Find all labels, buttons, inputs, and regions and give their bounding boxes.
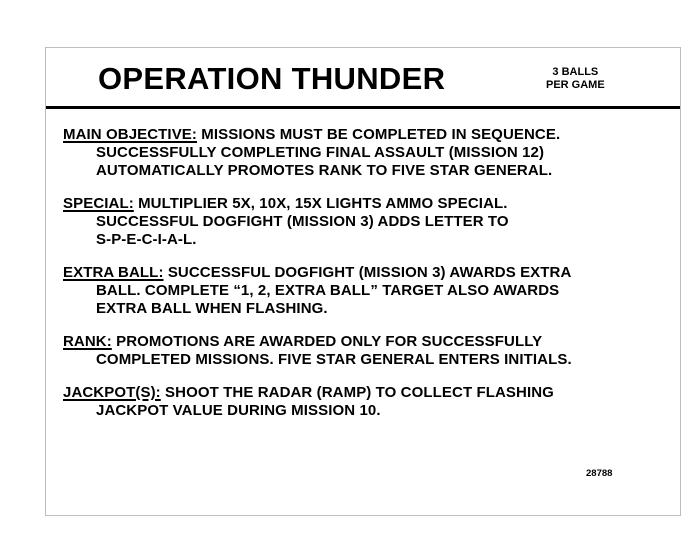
rule-line — [63, 384, 673, 402]
rule-text: SUCCESSFUL DOGFIGHT (MISSION 3) AWARDS EXTRA — [163, 264, 572, 281]
rule-line: SUCCESSFUL DOGFIGHT (MISSION 3) ADDS LETTER TO — [96, 213, 509, 230]
part-number: 28788 — [586, 468, 613, 479]
header-divider — [46, 106, 680, 109]
rule-text: SHOOT THE RADAR (RAMP) TO COLLECT FLASHING — [160, 384, 554, 401]
rule-line: EXTRA BALL WHEN FLASHING. — [96, 300, 328, 317]
per-game-label: PER GAME — [546, 79, 605, 91]
rule-jackpots — [63, 384, 673, 420]
rule-label: EXTRA BALL: — [63, 264, 164, 281]
rule-line — [63, 264, 673, 282]
rule-special — [63, 195, 673, 249]
rule-line: SUCCESSFULLY COMPLETING FINAL ASSAULT (MISSION 12) — [96, 144, 545, 161]
rule-label: MAIN OBJECTIVE: — [63, 126, 198, 143]
card-title: OPERATION THUNDER — [98, 61, 446, 96]
balls-count: 3 BALLS — [552, 66, 599, 78]
rule-line: AUTOMATICALLY PROMOTES RANK TO FIVE STAR GENERAL. — [96, 162, 553, 179]
rules-list — [63, 126, 673, 435]
rule-line: S-P-E-C-I-A-L. — [96, 231, 197, 248]
rule-extra-ball — [63, 264, 673, 318]
rule-line — [63, 195, 673, 213]
rule-line: COMPLETED MISSIONS. FIVE STAR GENERAL ENTERS INITIALS. — [96, 351, 572, 368]
rule-label: RANK: — [63, 333, 112, 350]
rule-label: JACKPOT(S): — [63, 384, 161, 401]
rule-text: PROMOTIONS ARE AWARDED ONLY FOR SUCCESSFULLY — [111, 333, 543, 350]
rule-line — [63, 333, 673, 351]
rule-text: MISSIONS MUST BE COMPLETED IN SEQUENCE. — [197, 126, 561, 143]
instruction-card — [45, 47, 681, 516]
rule-rank — [63, 333, 673, 369]
balls-per-game — [546, 66, 605, 92]
rule-main-objective — [63, 126, 673, 180]
rule-text: MULTIPLIER 5X, 10X, 15X LIGHTS AMMO SPECIAL. — [133, 195, 508, 212]
rule-line: BALL. COMPLETE “1, 2, EXTRA BALL” TARGET ALSO AWARDS — [96, 282, 560, 299]
rule-line: JACKPOT VALUE DURING MISSION 10. — [96, 402, 381, 419]
rule-line — [63, 126, 673, 144]
rule-label: SPECIAL: — [63, 195, 134, 212]
